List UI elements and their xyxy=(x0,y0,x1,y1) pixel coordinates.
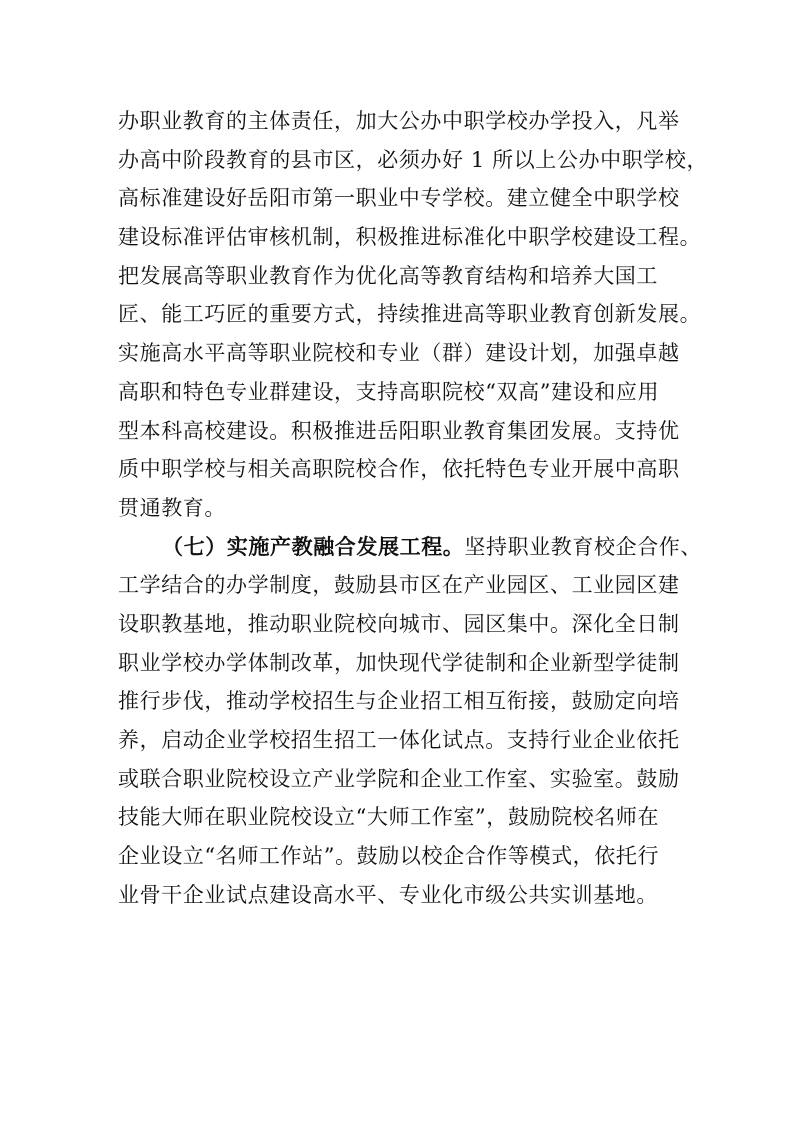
body-text xyxy=(118,102,709,914)
paragraph-line: 办高中阶段教育的县市区，必须办好 1 所以上公办中职学校， xyxy=(118,147,709,172)
paragraph-line: 型本科高校建设。积极推进岳阳职业教育集团发展。支持优 xyxy=(118,418,680,443)
paragraph-line: 设职教基地，推动职业院校向城市、园区集中。深化全日制 xyxy=(118,611,680,636)
section-heading: （七）实施产教融合发展工程。 xyxy=(162,534,465,559)
paragraph-line: 工学结合的办学制度，鼓励县市区在产业园区、工业园区建 xyxy=(118,573,680,598)
section-first-line-text: 坚持职业教育校企合作、 xyxy=(464,534,703,559)
paragraph-line: 把发展高等职业教育作为优化高等教育结构和培养大国工 xyxy=(118,263,658,288)
paragraph-line: 或联合职业院校设立产业学院和企业工作室、实验室。鼓励 xyxy=(118,766,680,791)
paragraph-line: 匠、能工巧匠的重要方式，持续推进高等职业教育创新发展。 xyxy=(118,302,702,327)
paragraph-line: 实施高水平高等职业院校和专业（群）建设计划，加强卓越 xyxy=(118,341,680,366)
paragraph-line: 质中职学校与相关高职院校合作，依托特色专业开展中高职 xyxy=(118,457,680,482)
paragraph-line: 职业学校办学体制改革，加快现代学徒制和企业新型学徒制 xyxy=(118,650,680,675)
section-first-line xyxy=(118,528,703,567)
paragraph-line: 建设标准评估审核机制，积极推进标准化中职学校建设工程。 xyxy=(118,225,702,250)
paragraph-line: 养，启动企业学校招生招工一体化试点。支持行业企业依托 xyxy=(118,728,680,752)
paragraph-line: 技能大师在职业院校设立“大师工作室”，鼓励院校名师在 xyxy=(118,805,660,830)
paragraph-line: 推行步伐，推动学校招生与企业招工相互衔接，鼓励定向培 xyxy=(118,689,680,714)
paragraph-line: 高标准建设好岳阳市第一职业中专学校。建立健全中职学校 xyxy=(118,186,680,211)
paragraph-line: 高职和特色专业群建设，支持高职院校“双高”建设和应用 xyxy=(118,379,660,404)
paragraph-line: 办职业教育的主体责任，加大公办中职学校办学投入，凡举 xyxy=(118,109,680,133)
paragraph-line: 企业设立“名师工作站”。鼓励以校企合作等模式，依托行 xyxy=(118,844,660,869)
paragraph-line: 业骨干企业试点建设高水平、专业化市级公共实训基地。 xyxy=(118,882,658,907)
paragraph-line: 贯通教育。 xyxy=(118,495,226,520)
